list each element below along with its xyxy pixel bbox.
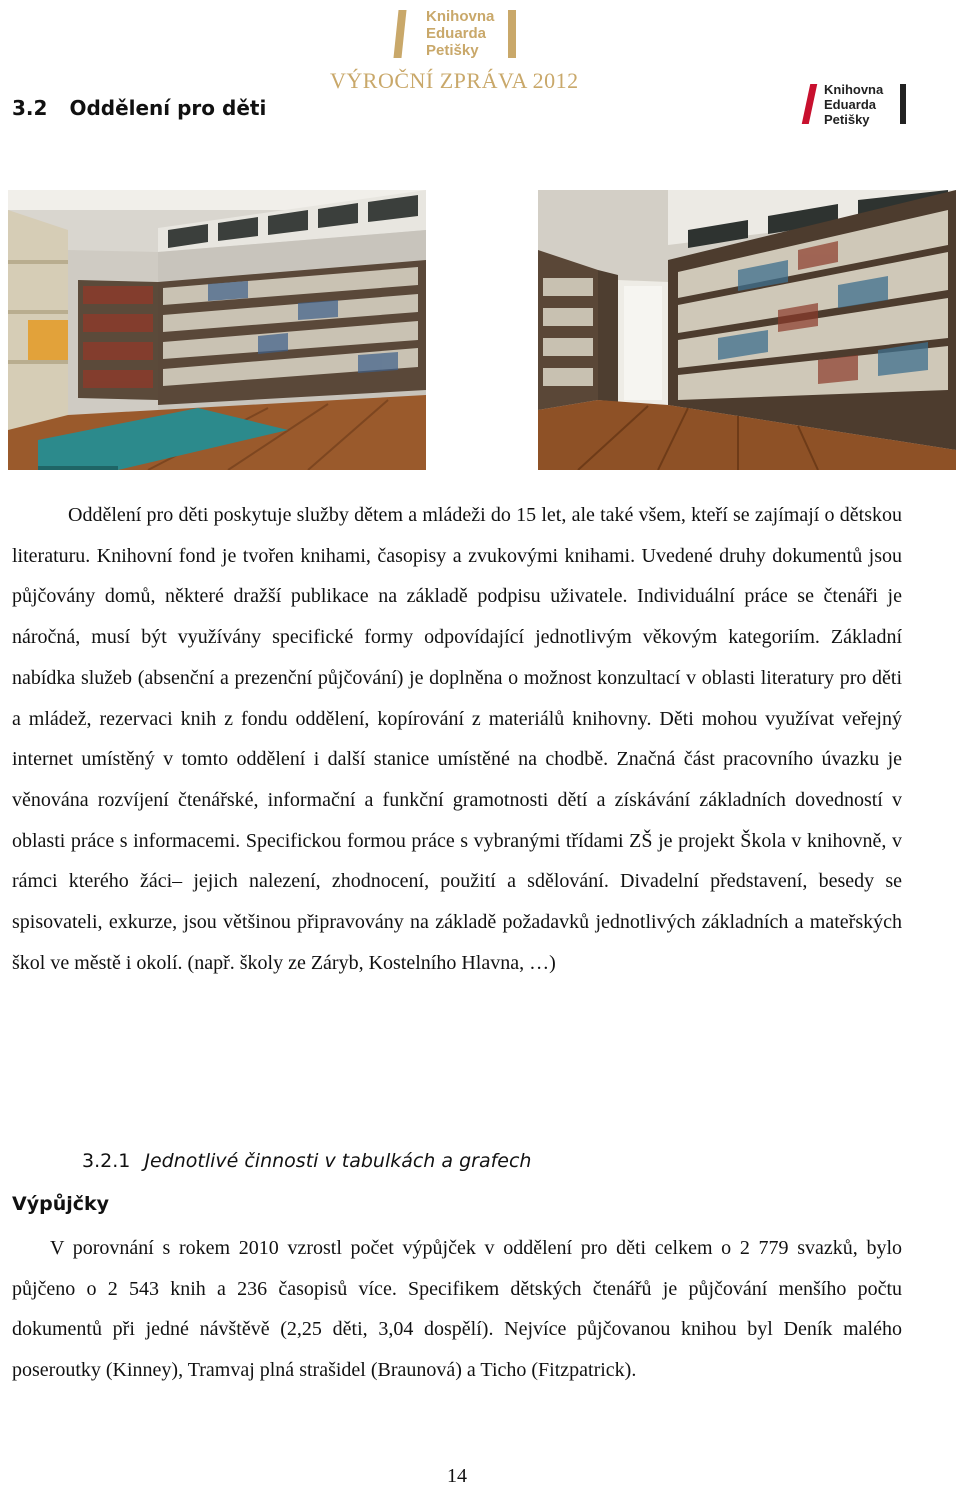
library-logo-right: [800, 80, 910, 128]
loans-paragraph: V porovnání s rokem 2010 vzrostl počet výpůjček v oddělení pro děti celkem o 2 779 svazků, bylo půjčeno o 2 543 knih a 236 časopisů více. Specifikem dětských čtenářů je půjčování menšího počtu dokumentů při jedné návštěvě (2,25 děti, 3,04 dospělí). Nejvíce půjčovanou knihou byl Deník malého poseroutky (Kinney), Tramvaj plná strašidel (Braunová) a Ticho (Fitzpatrick).: [12, 1237, 902, 1382]
logo-top-line-1: Knihovna: [426, 8, 495, 25]
children-library-room-photo: [8, 190, 426, 470]
bookshelves-corridor-photo: [538, 190, 956, 470]
section-number: 3.2: [12, 96, 48, 120]
logo-top-line-2: Eduarda: [426, 25, 487, 42]
logo-right-line-2: Eduarda: [824, 97, 877, 112]
logo-right-line-1: Knihovna: [824, 82, 884, 97]
library-logo-top: [396, 6, 536, 62]
intro-paragraph: Oddělení pro děti poskytuje služby dětem a mládeži do 15 let, ale také všem, kteří se zajímají o dětskou literaturu. Knihovní fond je tvořen knihami, časopisy a zvukovými knihami. Uvedené druhy dokumentů jsou půjčovány domů, některé dražší publikace na základě podpisu uživatele. Individuální práce se čtenáři je náročná, musí být využívány specifické formy odpovídající jednotlivým věkovým kategoriím. Základní nabídka služeb (absenční a prezenční půjčování) je doplněna o možnost konzultací v oblasti literatury pro děti a mládež, rezervaci knih z fondu oddělení, kopírování z materiálů knihovny. Děti mohou využívat veřejný internet umístěný v tomto oddělení i další stanice umístěné na chodbě. Značná část pracovního úvazku je věnována rozvíjení čtenářské, informační a funkční gramotnosti dětí a získávání základních dovedností v oblasti práce s informacemi. Specifickou formou práce s vybranými třídami ZŠ je projekt Škola v knihovně, v rámci kterého žáci– jejich nalezení, zhodnocení, použití a sdělování. Divadelní představení, besedy se spisovateli, exkurze, jsou většinou připravovány na základě požadavků jednotlivých základních a mateřských škol ve městě i okolí. (např. školy ze Záryb, Kostelního Hlavna, …): [12, 504, 902, 974]
logo-top-text: [426, 8, 506, 59]
logo-red-slash: [802, 84, 818, 124]
subsection-title: Jednotlivé činnosti v tabulkách a grafech: [144, 1150, 532, 1172]
section-title: Oddělení pro děti: [69, 96, 267, 120]
report-title: VÝROČNÍ ZPRÁVA 2012: [330, 68, 579, 93]
subsection-number: 3.2.1: [82, 1150, 131, 1172]
logo-dark-bar: [900, 84, 906, 124]
logo-top-line-3: Petišky: [426, 42, 479, 59]
page-number: 14: [447, 1465, 467, 1487]
logo-right-text: [824, 82, 900, 127]
loans-heading: Výpůjčky: [12, 1193, 110, 1215]
logo-bar-left: [393, 10, 406, 58]
logo-right-line-3: Petišky: [824, 112, 870, 127]
logo-bar-right: [508, 10, 516, 58]
section-heading: [12, 96, 266, 120]
subsection-heading: [82, 1150, 531, 1172]
